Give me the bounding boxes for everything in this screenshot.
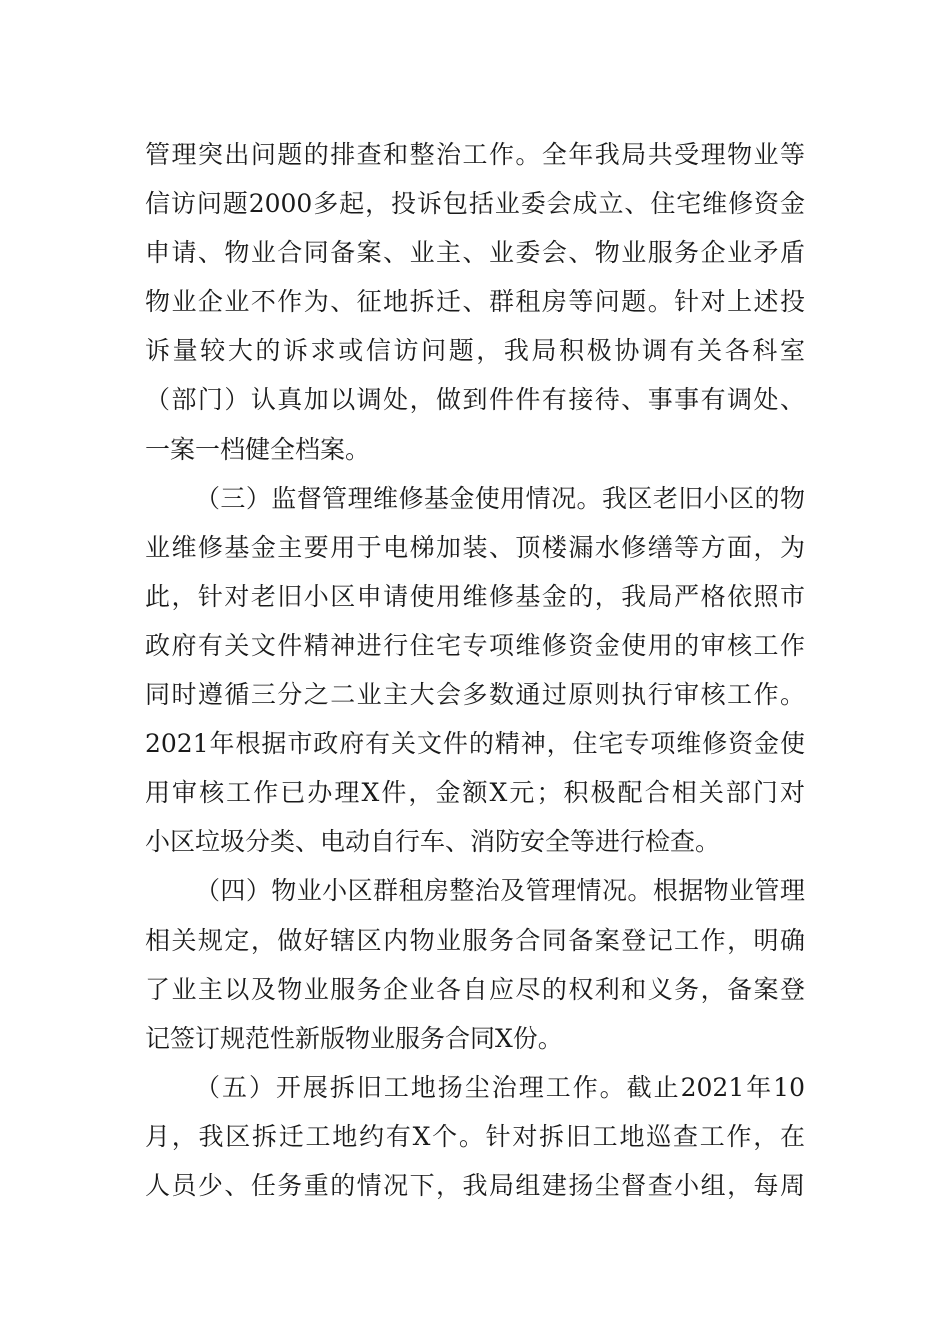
- text-line: 月，我区拆迁工地约有X个。针对拆旧工地巡查工作，在: [145, 1121, 805, 1151]
- text-line: 诉量较大的诉求或信访问题，我局积极协调有关各科室: [145, 336, 805, 366]
- text-line: 管理突出问题的排查和整治工作。全年我局共受理物业等: [145, 140, 805, 169]
- text-line: 业维修基金主要用于电梯加装、顶楼漏水修缮等方面，为: [145, 532, 805, 562]
- text-line: 记签订规范性新版物业服务合同X份。: [145, 1023, 563, 1053]
- text-line: 用审核工作已办理X件，金额X元；积极配合相关部门对: [145, 778, 805, 808]
- text-line: 一案一档健全档案。: [145, 434, 371, 464]
- paragraph-heading-4: （四）物业小区群租房整治及管理情况。根据物业管理: [195, 876, 805, 906]
- text-line: 信访问题2000多起，投诉包括业委会成立、住宅维修资金: [145, 189, 805, 219]
- paragraph-heading-5: （五）开展拆旧工地扬尘治理工作。截止2021年10: [195, 1072, 805, 1102]
- text-line: 政府有关文件精神进行住宅专项维修资金使用的审核工作: [145, 630, 805, 660]
- text-line: （部门）认真加以调处，做到件件有接待、事事有调处、: [145, 385, 805, 415]
- text-line: 2021年根据市政府有关文件的精神，住宅专项维修资金使: [145, 729, 805, 759]
- text-line: 此，针对老旧小区申请使用维修基金的，我局严格依照市: [145, 581, 805, 611]
- text-line: 相关规定，做好辖区内物业服务合同备案登记工作，明确: [145, 925, 805, 955]
- text-line: 同时遵循三分之二业主大会多数通过原则执行审核工作。: [145, 680, 805, 710]
- document-body: [145, 130, 805, 1210]
- text-line: 物业企业不作为、征地拆迁、群租房等问题。针对上述投: [145, 287, 805, 317]
- text-line: 了业主以及物业服务企业各自应尽的权利和义务，备案登: [145, 974, 805, 1004]
- paragraph-heading-3: （三）监督管理维修基金使用情况。我区老旧小区的物: [195, 483, 805, 513]
- text-line: 申请、物业合同备案、业主、业委会、物业服务企业矛盾: [145, 238, 805, 268]
- text-line: 小区垃圾分类、电动自行车、消防安全等进行检查。: [145, 827, 721, 857]
- text-line: 人员少、任务重的情况下，我局组建扬尘督查小组，每周: [145, 1170, 805, 1200]
